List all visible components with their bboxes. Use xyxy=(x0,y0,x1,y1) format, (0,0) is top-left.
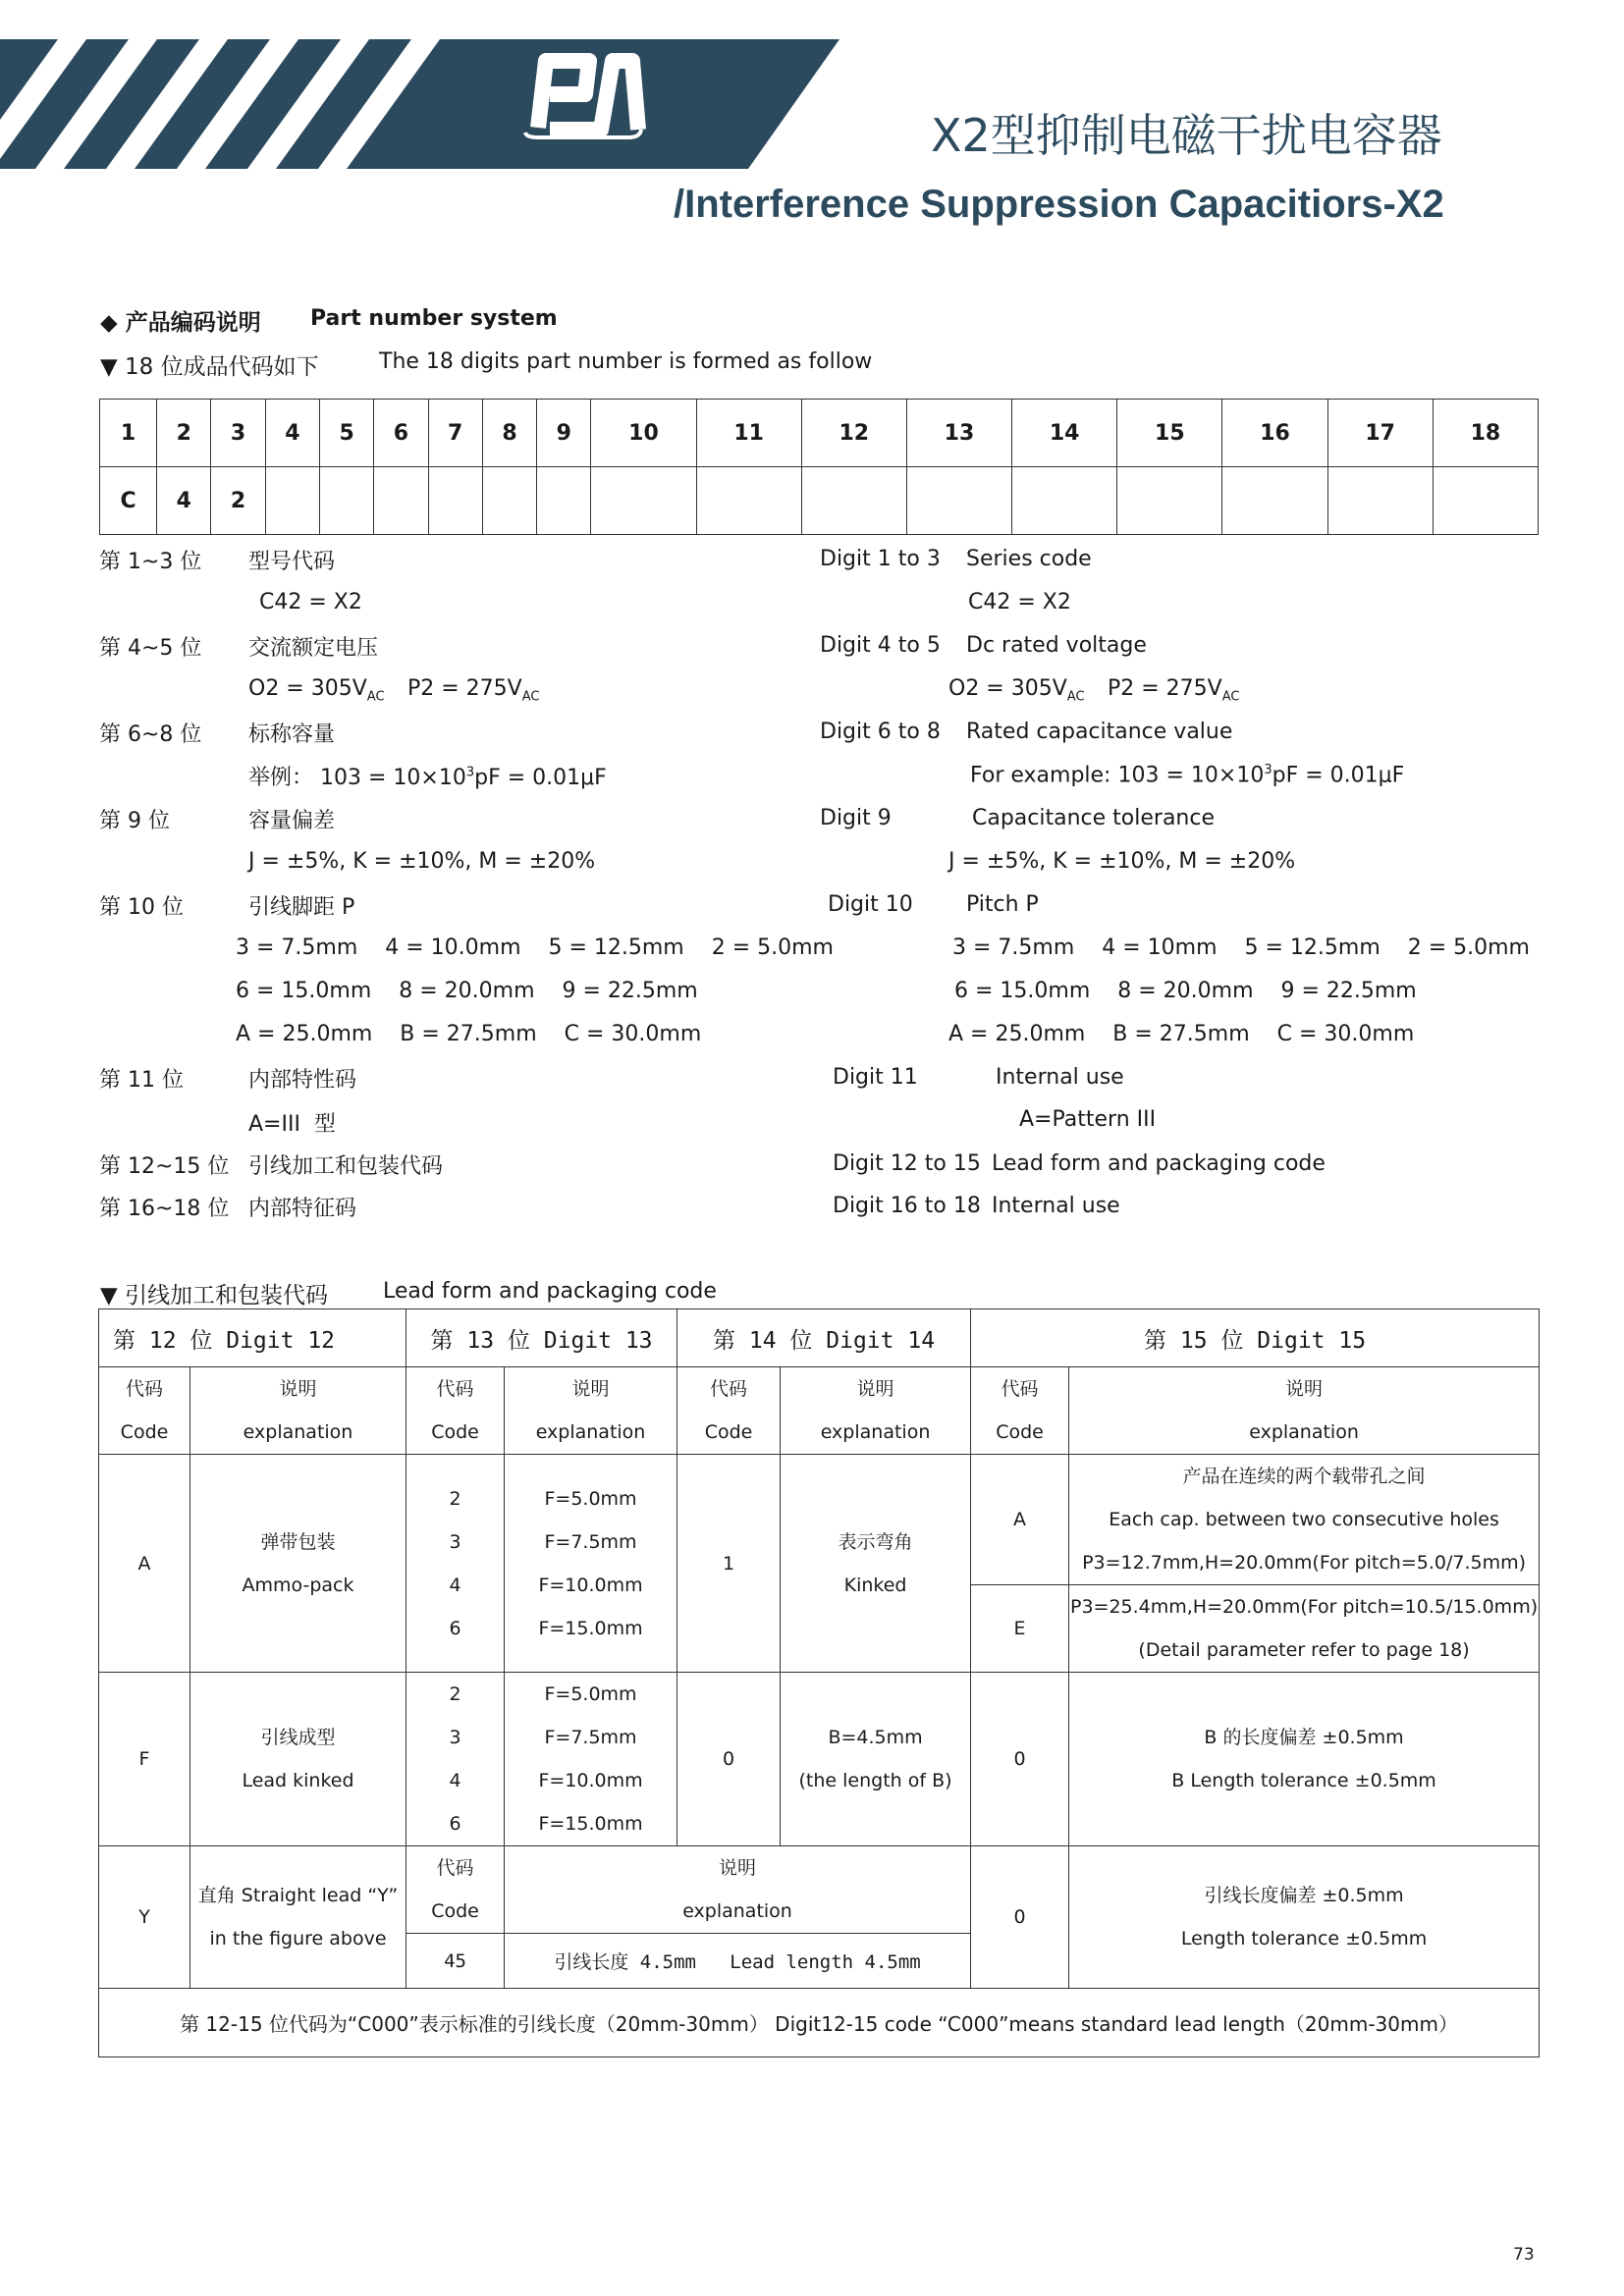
code-cell xyxy=(1012,467,1117,535)
code-header: 代码 Code xyxy=(971,1367,1069,1455)
digit-cell: 11 xyxy=(696,400,801,467)
d9-name-en: Capacitance tolerance xyxy=(972,806,1216,830)
title-cn: X2型抑制电磁干扰电容器 xyxy=(931,109,1442,162)
ammo-e-detail: P3=25.4mm,H=20.0mm(For pitch=10.5/15.0mm) (Detail parameter refer to page 18) xyxy=(1069,1585,1540,1673)
d1618-label-en: Digit 16 to 18 xyxy=(833,1194,981,1218)
code-cell xyxy=(374,467,428,535)
d1215-label-cn: 第 12~15 位 xyxy=(99,1154,230,1179)
table-row xyxy=(99,1455,1540,1585)
d10-name-en: Pitch P xyxy=(966,892,1039,917)
digit-cell: 14 xyxy=(1012,400,1117,467)
code-cell xyxy=(696,467,801,535)
d13-value-cn: C42 = X2 xyxy=(259,590,362,614)
header-digit12: 第 12 位 Digit 12 xyxy=(99,1309,406,1367)
code-cell xyxy=(591,467,696,535)
digit-cell: 18 xyxy=(1433,400,1538,467)
code-15-e: E xyxy=(971,1585,1069,1673)
d68-label-en: Digit 6 to 8 xyxy=(820,720,941,744)
code-b: 0 xyxy=(677,1673,781,1846)
digit-cell: 13 xyxy=(906,400,1011,467)
d10-label-cn: 第 10 位 xyxy=(99,895,184,920)
table-row xyxy=(99,1846,1540,1934)
d9-label-cn: 第 9 位 xyxy=(99,809,170,833)
voltage-p2-cn: $P2 = 275V_{AC}$ xyxy=(407,676,540,705)
digit-cell: 2 xyxy=(157,400,211,467)
ammo-pack-cell: 弹带包装 Ammo-pack xyxy=(190,1455,406,1673)
pitch-line2-cn: 6 = 15.0mm 8 = 20.0mm 9 = 22.5mm xyxy=(236,979,698,1003)
table-footer-row xyxy=(99,1989,1540,2057)
code-15-a: A xyxy=(971,1455,1069,1585)
d10-name-cn: 引线脚距 P xyxy=(248,895,355,920)
code-cell xyxy=(801,467,906,535)
code-45: 45 xyxy=(406,1934,505,1989)
code-cell xyxy=(906,467,1011,535)
d45-label-en: Digit 4 to 5 xyxy=(820,633,941,658)
digit-cell: 4 xyxy=(265,400,319,467)
digit-cell: 1 xyxy=(100,400,157,467)
part-number-heading-en: Part number system xyxy=(310,306,558,331)
lead-heading-cn: ▼ 引线加工和包装代码 xyxy=(100,1283,328,1308)
code-a: A xyxy=(99,1455,190,1673)
d45-name-en: Dc rated voltage xyxy=(966,633,1147,658)
cap-example-cn: 举例： $103 = 10\times 10^3pF = 0.01\mu F$ xyxy=(248,765,607,790)
explanation-header: 说明 explanation xyxy=(505,1367,677,1455)
pitch-codes-cell: 2 3 4 6 xyxy=(406,1455,505,1673)
header-digit14: 第 14 位 Digit 14 xyxy=(677,1309,971,1367)
code-cell xyxy=(1222,467,1327,535)
code-header: 代码 Code xyxy=(406,1367,505,1455)
page-number: 73 xyxy=(1513,2245,1535,2265)
code-cell xyxy=(319,467,373,535)
d13-name-en: Series code xyxy=(966,547,1092,571)
lead-length-cell: 引线长度 4.5mm Lead length 4.5mm xyxy=(505,1934,971,1989)
d9-name-cn: 容量偏差 xyxy=(248,809,336,833)
table-row xyxy=(99,1673,1540,1846)
code-cell xyxy=(537,467,591,535)
header-digit15: 第 15 位 Digit 15 xyxy=(971,1309,1540,1367)
d1215-name-cn: 引线加工和包装代码 xyxy=(248,1154,444,1179)
lead-kinked-cell: 引线成型 Lead kinked xyxy=(190,1673,406,1846)
d13-name-cn: 型号代码 xyxy=(248,550,336,574)
code-f: F xyxy=(99,1673,190,1846)
code-cell xyxy=(1327,467,1433,535)
digit-cell: 8 xyxy=(482,400,536,467)
voltage-p2-en: $P2 = 275V_{AC}$ xyxy=(1108,676,1240,705)
d13-label-cn: 第 1~3 位 xyxy=(99,550,202,574)
code-cell: C xyxy=(100,467,157,535)
d45-label-cn: 第 4~5 位 xyxy=(99,636,202,661)
code-header: 代码 Code xyxy=(406,1846,505,1934)
b-tolerance-cell: B 的长度偏差 ±0.5mm B Length tolerance ±0.5mm xyxy=(1069,1673,1540,1846)
explanation-header: 说明 explanation xyxy=(1069,1367,1540,1455)
digit-cell: 6 xyxy=(374,400,428,467)
d11-label-en: Digit 11 xyxy=(833,1065,918,1090)
d9-value-en: J = ±5%, K = ±10%, M = ±20% xyxy=(948,849,1296,874)
d9-label-en: Digit 9 xyxy=(820,806,892,830)
code-cell xyxy=(265,467,319,535)
code-cell xyxy=(482,467,536,535)
part-number-sub-cn: ▼ 18 位成品代码如下 xyxy=(100,354,319,380)
d11-value-en: A=Pattern III xyxy=(1019,1107,1157,1132)
d68-name-en: Rated capacitance value xyxy=(966,720,1233,744)
code-cell: 2 xyxy=(211,467,265,535)
digit-cell: 10 xyxy=(591,400,696,467)
pitch-values-cell: F=5.0mm F=7.5mm F=10.0mm F=15.0mm xyxy=(505,1673,677,1846)
digit-row xyxy=(100,400,1539,467)
d13-label-en: Digit 1 to 3 xyxy=(820,547,941,571)
lead-heading-en: Lead form and packaging code xyxy=(383,1279,717,1304)
pitch-line1-cn: 3 = 7.5mm 4 = 10.0mm 5 = 12.5mm 2 = 5.0mm xyxy=(236,935,834,960)
length-tolerance-cell: 引线长度偏差 ±0.5mm Length tolerance ±0.5mm xyxy=(1069,1846,1540,1989)
digit-cell: 15 xyxy=(1117,400,1222,467)
cap-example-en: For example: $103 = 10\times 10^3pF = 0.01\mu F$ xyxy=(970,763,1405,788)
digit-cell: 9 xyxy=(537,400,591,467)
code-kinked: 1 xyxy=(677,1455,781,1673)
table-subheader-row xyxy=(99,1367,1540,1455)
pitch-line2-en: 6 = 15.0mm 8 = 20.0mm 9 = 22.5mm xyxy=(954,979,1417,1003)
pitch-line3-en: A = 25.0mm B = 27.5mm C = 30.0mm xyxy=(948,1022,1415,1046)
digit-cell: 5 xyxy=(319,400,373,467)
digit-table xyxy=(99,399,1539,535)
d11-value-cn: A=III 型 xyxy=(248,1112,336,1137)
digit-cell: 3 xyxy=(211,400,265,467)
code-15-y: 0 xyxy=(971,1846,1069,1989)
explanation-header: 说明 explanation xyxy=(190,1367,406,1455)
d11-label-cn: 第 11 位 xyxy=(99,1068,184,1093)
footer-note: 第 12-15 位代码为“C000”表示标准的引线长度（20mm-30mm） Digit12-15 code “C000”means standard lead length（20mm-30mm） xyxy=(99,1989,1540,2057)
part-number-sub-en: The 18 digits part number is formed as follow xyxy=(379,349,873,374)
table-header-row xyxy=(99,1309,1540,1367)
lead-form-table xyxy=(98,1308,1540,2057)
code-cell: 4 xyxy=(157,467,211,535)
header-digit13: 第 13 位 Digit 13 xyxy=(406,1309,677,1367)
digit-cell: 7 xyxy=(428,400,482,467)
ammo-a-detail: 产品在连续的两个载带孔之间 Each cap. between two consecutive holes P3=12.7mm,H=20.0mm(For pitch=5.0/7.5mm) xyxy=(1069,1455,1540,1585)
code-cell xyxy=(428,467,482,535)
pitch-line3-cn: A = 25.0mm B = 27.5mm C = 30.0mm xyxy=(236,1022,702,1046)
code-header: 代码 Code xyxy=(99,1367,190,1455)
d68-label-cn: 第 6~8 位 xyxy=(99,722,202,747)
part-number-heading-cn: ◆ 产品编码说明 xyxy=(100,310,261,336)
digit-cell: 17 xyxy=(1327,400,1433,467)
d1618-name-cn: 内部特征码 xyxy=(248,1197,357,1221)
voltage-o2-cn: $O2 = 305V_{AC}$ xyxy=(248,676,385,705)
code-cell xyxy=(1117,467,1222,535)
explanation-header: 说明 explanation xyxy=(781,1367,971,1455)
d45-name-cn: 交流额定电压 xyxy=(248,636,379,661)
code-header: 代码 Code xyxy=(677,1367,781,1455)
code-row xyxy=(100,467,1539,535)
d1215-name-en: Lead form and packaging code xyxy=(992,1151,1326,1176)
d10-label-en: Digit 10 xyxy=(828,892,913,917)
code-cell xyxy=(1433,467,1538,535)
code-y: Y xyxy=(99,1846,190,1989)
d68-name-cn: 标称容量 xyxy=(248,722,336,747)
kinked-cell: 表示弯角 Kinked xyxy=(781,1455,971,1673)
title-en: /Interference Suppression Capacitiors-X2 xyxy=(674,183,1444,226)
voltage-o2-en: $O2 = 305V_{AC}$ xyxy=(948,676,1085,705)
d1215-label-en: Digit 12 to 15 xyxy=(833,1151,981,1176)
d1618-label-cn: 第 16~18 位 xyxy=(99,1197,230,1221)
explanation-header: 说明 explanation xyxy=(505,1846,971,1934)
d13-value-en: C42 = X2 xyxy=(968,590,1071,614)
digit-cell: 12 xyxy=(801,400,906,467)
d11-name-cn: 内部特性码 xyxy=(248,1068,357,1093)
d9-value-cn: J = ±5%, K = ±10%, M = ±20% xyxy=(248,849,596,874)
pitch-codes-cell: 2 3 4 6 xyxy=(406,1673,505,1846)
straight-lead-cell: 直角 Straight lead “Y” in the figure above xyxy=(190,1846,406,1989)
b-length-cell: B=4.5mm (the length of B) xyxy=(781,1673,971,1846)
digit-cell: 16 xyxy=(1222,400,1327,467)
code-15-f: 0 xyxy=(971,1673,1069,1846)
pitch-values-cell: F=5.0mm F=7.5mm F=10.0mm F=15.0mm xyxy=(505,1455,677,1673)
d1618-name-en: Internal use xyxy=(992,1194,1120,1218)
pitch-line1-en: 3 = 7.5mm 4 = 10mm 5 = 12.5mm 2 = 5.0mm xyxy=(952,935,1530,960)
d11-name-en: Internal use xyxy=(996,1065,1124,1090)
